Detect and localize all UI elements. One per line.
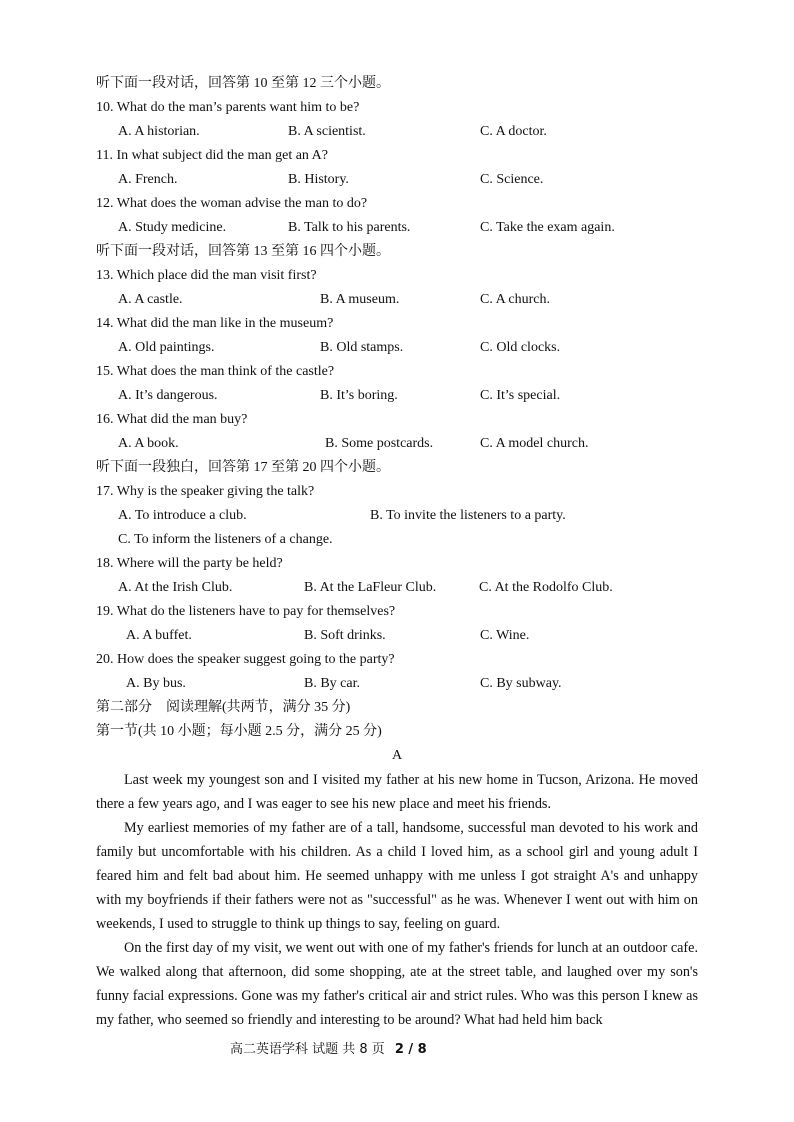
- option-19c: C. Wine.: [480, 628, 530, 643]
- option-16b: B. Some postcards.: [325, 436, 434, 451]
- question-18: 18. Where will the party be held?: [96, 556, 283, 571]
- page-number: 2 / 8: [394, 1042, 427, 1057]
- question-13: 13. Which place did the man visit first?: [96, 268, 317, 283]
- section-instruction: 听下面一段对话，回答第 13 至第 16 四个小题。: [96, 244, 390, 259]
- passage-paragraph: On the first day of my visit, we went out with one of my father's friends for lunch at an outdoor cafe. We walked along that afternoon, did some shopping, ate at the street table, and laughed over my son's funny facial expressions. Gone was my father's critical air and strict rules. Who was this person I knew as my father, who seemed so friendly and interesting to be around? What had held him back: [96, 940, 698, 1028]
- section-instruction: 听下面一段独白，回答第 17 至第 20 四个小题。: [96, 460, 390, 475]
- option-15b: B. It’s boring.: [320, 388, 398, 403]
- option-18a: A. At the Irish Club.: [118, 580, 233, 595]
- question-16: 16. What did the man buy?: [96, 412, 248, 427]
- option-19a: A. A buffet.: [126, 628, 192, 643]
- option-15c: C. It’s special.: [480, 388, 561, 403]
- option-20c: C. By subway.: [480, 676, 562, 691]
- footer-text: 高二英语学科 试题 共 8 页: [230, 1042, 385, 1057]
- section-heading: 第一节(共 10 小题；每小题 2.5 分，满分 25 分): [96, 724, 382, 739]
- passage-paragraph: My earliest memories of my father are of a tall, handsome, successful man devoted to his work and family but uncomfortable with his children. As a child I loved him, as a school girl and young adult I feared him and felt bad about him. He seemed unhappy with me unless I got straight A's and unhappy with my boyfriends if their fathers were not as "successful" as he was. Whenever I went out with him on weekends, I used to struggle to think up things to say, feeling on guard.: [96, 820, 698, 932]
- option-10b: B. A scientist.: [288, 124, 366, 139]
- option-19b: B. Soft drinks.: [304, 628, 386, 643]
- option-17c: C. To inform the listeners of a change.: [118, 532, 333, 547]
- option-11c: C. Science.: [480, 172, 544, 187]
- option-11a: A. French.: [118, 172, 178, 187]
- option-13c: C. A church.: [480, 292, 550, 307]
- page-footer: [230, 1038, 427, 1057]
- option-16a: A. A book.: [118, 436, 179, 451]
- option-18b: B. At the LaFleur Club.: [304, 580, 437, 595]
- option-14a: A. Old paintings.: [118, 340, 215, 355]
- question-15: 15. What does the man think of the castle?: [96, 364, 335, 379]
- option-10a: A. A historian.: [118, 124, 200, 139]
- option-16c: C. A model church.: [480, 436, 589, 451]
- option-12b: B. Talk to his parents.: [288, 220, 411, 235]
- reading-passage: [96, 768, 698, 1032]
- option-13a: A. A castle.: [118, 292, 183, 307]
- option-12c: C. Take the exam again.: [480, 220, 615, 235]
- question-11: 11. In what subject did the man get an A?: [96, 148, 328, 163]
- option-15a: A. It’s dangerous.: [118, 388, 218, 403]
- passage-paragraph: Last week my youngest son and I visited my father at his new home in Tucson, Arizona. He moved there a few years ago, and I was eager to see his new place and meet his friends.: [96, 772, 698, 812]
- option-13b: B. A museum.: [320, 292, 400, 307]
- option-14c: C. Old clocks.: [480, 340, 561, 355]
- question-14: 14. What did the man like in the museum?: [96, 316, 334, 331]
- option-20a: A. By bus.: [126, 676, 186, 691]
- option-20b: B. By car.: [304, 676, 360, 691]
- option-10c: C. A doctor.: [480, 124, 547, 139]
- option-17a: A. To introduce a club.: [118, 508, 247, 523]
- option-17b: B. To invite the listeners to a party.: [370, 508, 566, 523]
- option-18c: C. At the Rodolfo Club.: [479, 580, 613, 595]
- question-10: 10. What do the man’s parents want him to be?: [96, 100, 360, 115]
- question-20: 20. How does the speaker suggest going to the party?: [96, 652, 395, 667]
- option-14b: B. Old stamps.: [320, 340, 404, 355]
- option-12a: A. Study medicine.: [118, 220, 227, 235]
- section-instruction: 听下面一段对话，回答第 10 至第 12 三个小题。: [96, 76, 390, 91]
- question-12: 12. What does the woman advise the man to do?: [96, 196, 368, 211]
- question-17: 17. Why is the speaker giving the talk?: [96, 484, 315, 499]
- part-heading: 第二部分 阅读理解(共两节，满分 35 分): [96, 700, 351, 715]
- option-11b: B. History.: [288, 172, 349, 187]
- question-19: 19. What do the listeners have to pay for themselves?: [96, 604, 396, 619]
- passage-letter: A: [392, 748, 403, 763]
